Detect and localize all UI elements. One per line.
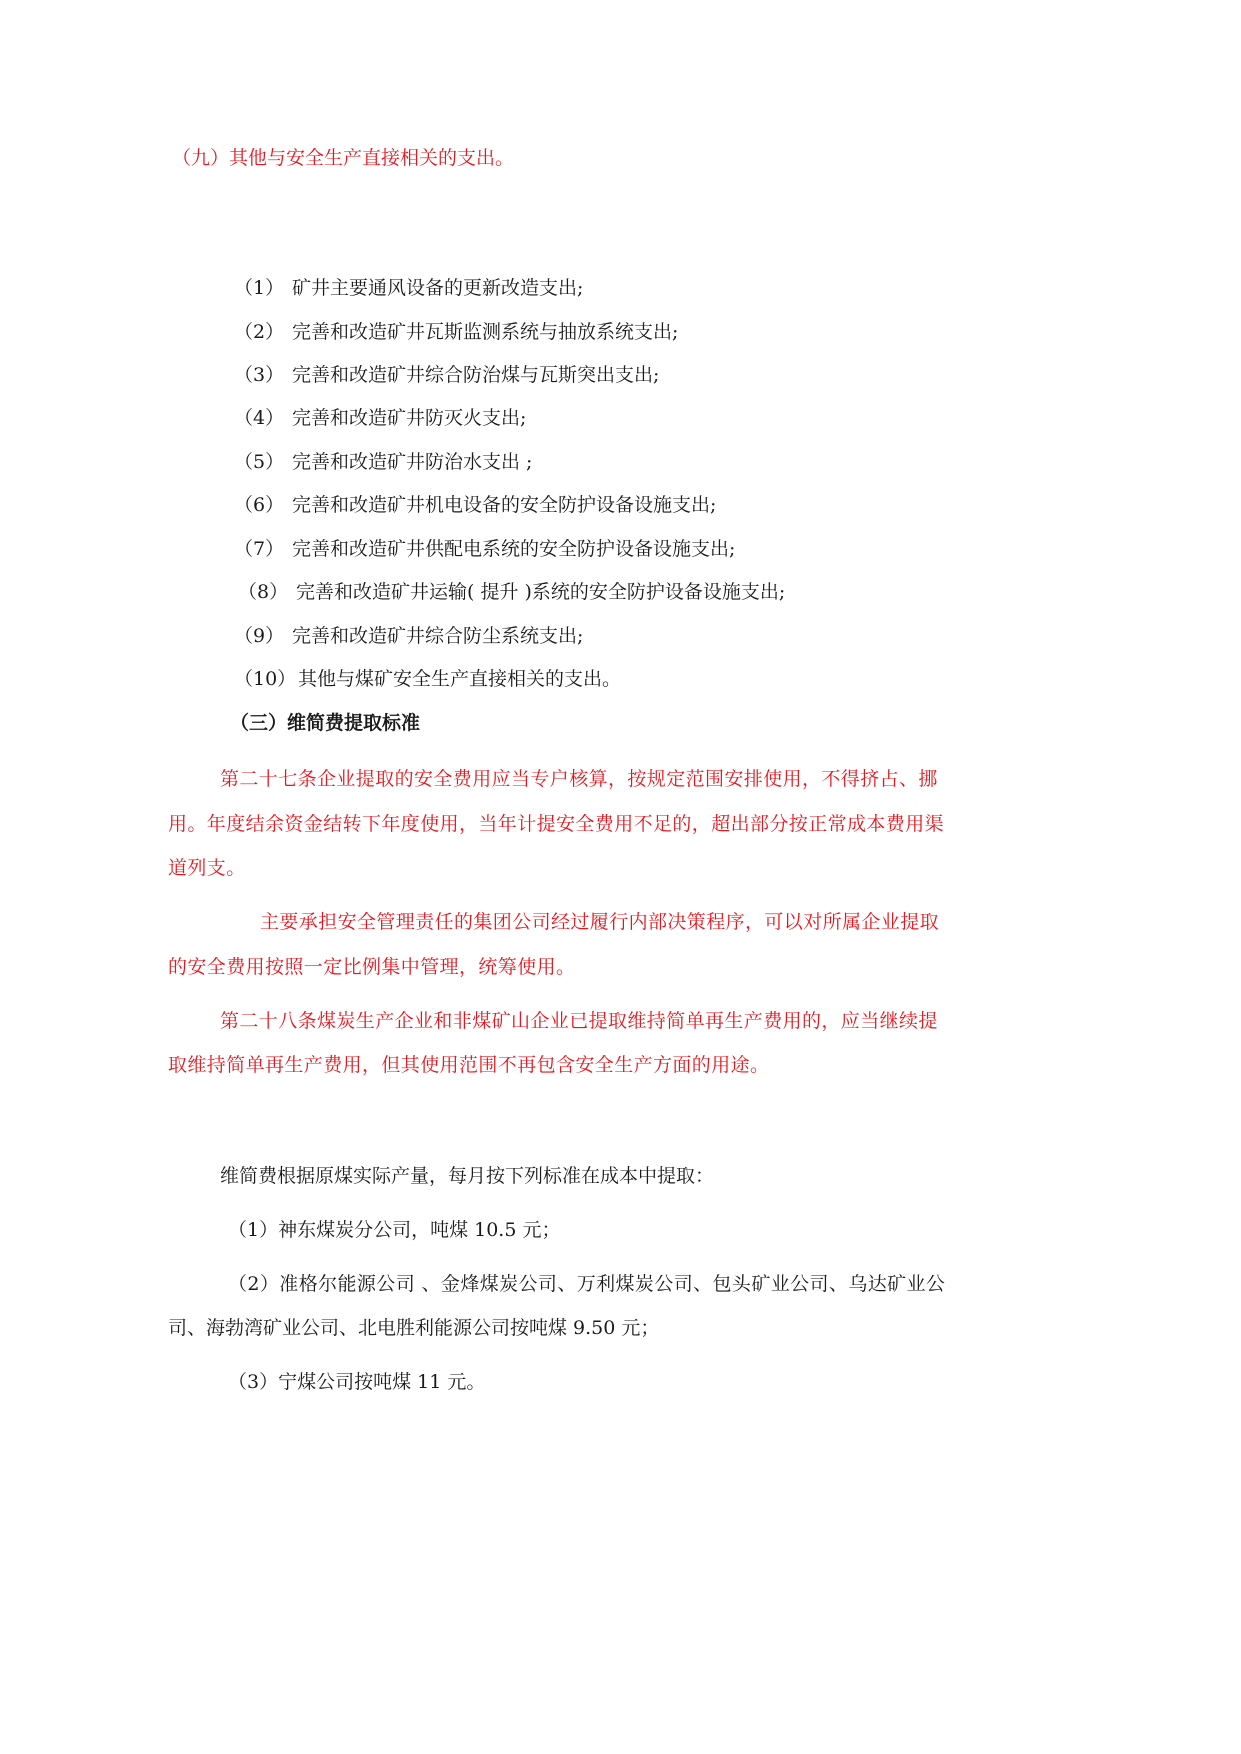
- list-item: （2） 完善和改造矿井瓦斯监测系统与抽放系统支出;: [234, 321, 679, 343]
- document-page: （九）其他与安全生产直接相关的支出。 （1） 矿井主要通风设备的更新改造支出; （2） 完善和改造矿井瓦斯监测系统与抽放系统支出; （3） 完善和改造矿井综合防治煤与瓦斯突出支出; （4） 完善和改造矿井防灭火支出; （5） 完善和改造矿井防治水支出 ; （6） 完善和改造矿井机电设备的安全防护设备设施支出; （7） 完善和改造矿井供配电系统的安全防护设备设施支出; （8） 完善和改造矿井运输( 提升 )系统的安全防护设备设施支出; （9） 完善和改造矿井综合防尘系统支出; （10）其他与煤矿安全生产直接相关的支出。 （三）维简费提取标准 第二十七条企业提取的安全费用应当专户核算，按规定范围安排使用，不得挤占、挪 用。年度结余资金结转下年度使用，当年计提安全费用不足的，超出部分按正常成本费用渠 道列支。 主要承担安全管理责任的集团公司经过履行内部决策程序，可以对所属企业提取 的安全费用按照一定比例集中管理，统筹使用。 第二十八条煤炭生产企业和非煤矿山企业已提取维持简单再生产费用的，应当继续提 取维持简单再生产费用，但其使用范围不再包含安全生产方面的用途。 维简费根据原煤实际产量，每月按下列标准在成本中提取： （1）神东煤炭分公司，吨煤 10.5 元； （2）准格尔能源公司 、金烽煤炭公司、万利煤炭公司、包头矿业公司、乌达矿业公 司、海勃湾矿业公司、北电胜利能源公司按吨煤 9.50 元； （3）宁煤公司按吨煤 11 元。: [168, 147, 946, 1393]
- standard-item: （2）准格尔能源公司 、金烽煤炭公司、万利煤炭公司、包头矿业公司、乌达矿业公: [228, 1273, 946, 1295]
- list-item: （3） 完善和改造矿井综合防治煤与瓦斯突出支出;: [234, 364, 660, 386]
- list-item: （8） 完善和改造矿井运输( 提升 )系统的安全防护设备设施支出;: [238, 581, 786, 603]
- list-item: （9） 完善和改造矿井综合防尘系统支出;: [234, 625, 584, 647]
- list-item: （10）其他与煤矿安全生产直接相关的支出。: [234, 668, 622, 690]
- list-item: （6） 完善和改造矿井机电设备的安全防护设备设施支出;: [234, 494, 717, 516]
- standard-item: （1）神东煤炭分公司，吨煤 10.5 元；: [228, 1219, 561, 1241]
- heading-three: （三）维简费提取标准: [230, 712, 421, 734]
- list-item: （5） 完善和改造矿井防治水支出 ;: [234, 451, 533, 473]
- standard-intro: 维简费根据原煤实际产量，每月按下列标准在成本中提取：: [220, 1165, 715, 1187]
- list-item: （1） 矿井主要通风设备的更新改造支出;: [234, 277, 584, 299]
- standard-item-continued: 司、海勃湾矿业公司、北电胜利能源公司按吨煤 9.50 元；: [168, 1317, 660, 1339]
- standard-item: （3）宁煤公司按吨煤 11 元。: [228, 1371, 486, 1393]
- list-item: （4） 完善和改造矿井防灭火支出;: [234, 407, 527, 429]
- list-item: （7） 完善和改造矿井供配电系统的安全防护设备设施支出;: [234, 538, 736, 560]
- section-nine: （九）其他与安全生产直接相关的支出。: [172, 147, 515, 169]
